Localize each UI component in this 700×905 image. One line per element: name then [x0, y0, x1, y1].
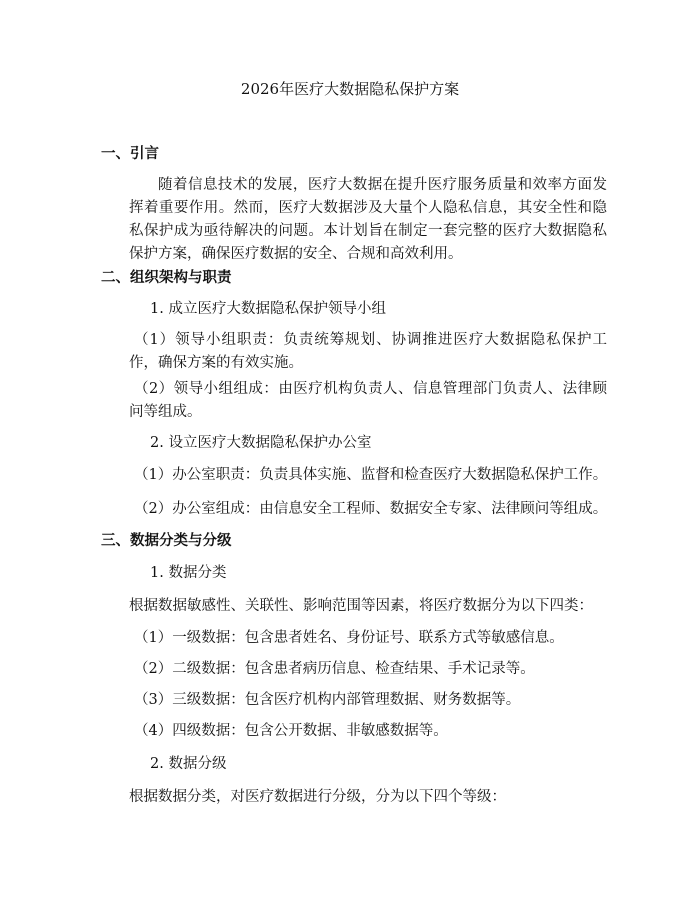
class-level-1: （1）一级数据：包含患者姓名、身份证号、联系方式等敏感信息。 [134, 630, 564, 646]
org-item-1: 1. 成立医疗大数据隐私保护领导小组 [150, 301, 386, 317]
classification-item-1: 1. 数据分类 [150, 565, 227, 581]
org-item-2-paragraph-2: （2）办公室组成：由信息安全工程师、数据安全专家、法律顾问等组成。 [134, 501, 608, 517]
class-level-3: （3）三级数据：包含医疗机构内部管理数据、财务数据等。 [134, 692, 521, 708]
grading-intro: 根据数据分类，对医疗数据进行分级，分为以下四个等级： [129, 789, 506, 805]
section-heading-data-classification: 三、数据分类与分级 [101, 533, 232, 549]
class-level-4: （4）四级数据：包含公开数据、非敏感数据等。 [134, 723, 448, 739]
document-title: 2026年医疗大数据隐私保护方案 [240, 80, 460, 98]
section-heading-organization: 二、组织架构与职责 [101, 270, 232, 286]
org-item-2-paragraph-1: （1）办公室职责：负责具体实施、监督和检查医疗大数据隐私保护工作。 [134, 467, 608, 483]
class-level-2: （2）二级数据：包含患者病历信息、检查结果、手术记录等。 [134, 661, 535, 677]
classification-intro: 根据数据敏感性、关联性、影响范围等因素，将医疗数据分为以下四类： [129, 598, 593, 614]
section-heading-introduction: 一、引言 [101, 146, 159, 162]
org-item-1-paragraph-1: （1）领导小组职责：负责统筹规划、协调推进医疗大数据隐私保护工作，确保方案的有效实施。 [129, 332, 607, 371]
org-item-1-paragraph-2: （2）领导小组组成：由医疗机构负责人、信息管理部门负责人、法律顾问等组成。 [129, 381, 607, 420]
grading-item-2: 2. 数据分级 [150, 756, 227, 772]
org-item-2: 2. 设立医疗大数据隐私保护办公室 [150, 435, 372, 451]
introduction-paragraph: 随着信息技术的发展，医疗大数据在提升医疗服务质量和效率方面发挥着重要作用。然而，医疗大数据涉及大量个人隐私信息，其安全性和隐私保护成为亟待解决的问题。本计划旨在制定一套完整的医疗大数据隐私保护方案，确保医疗数据的安全、合规和高效利用。 [129, 177, 607, 262]
